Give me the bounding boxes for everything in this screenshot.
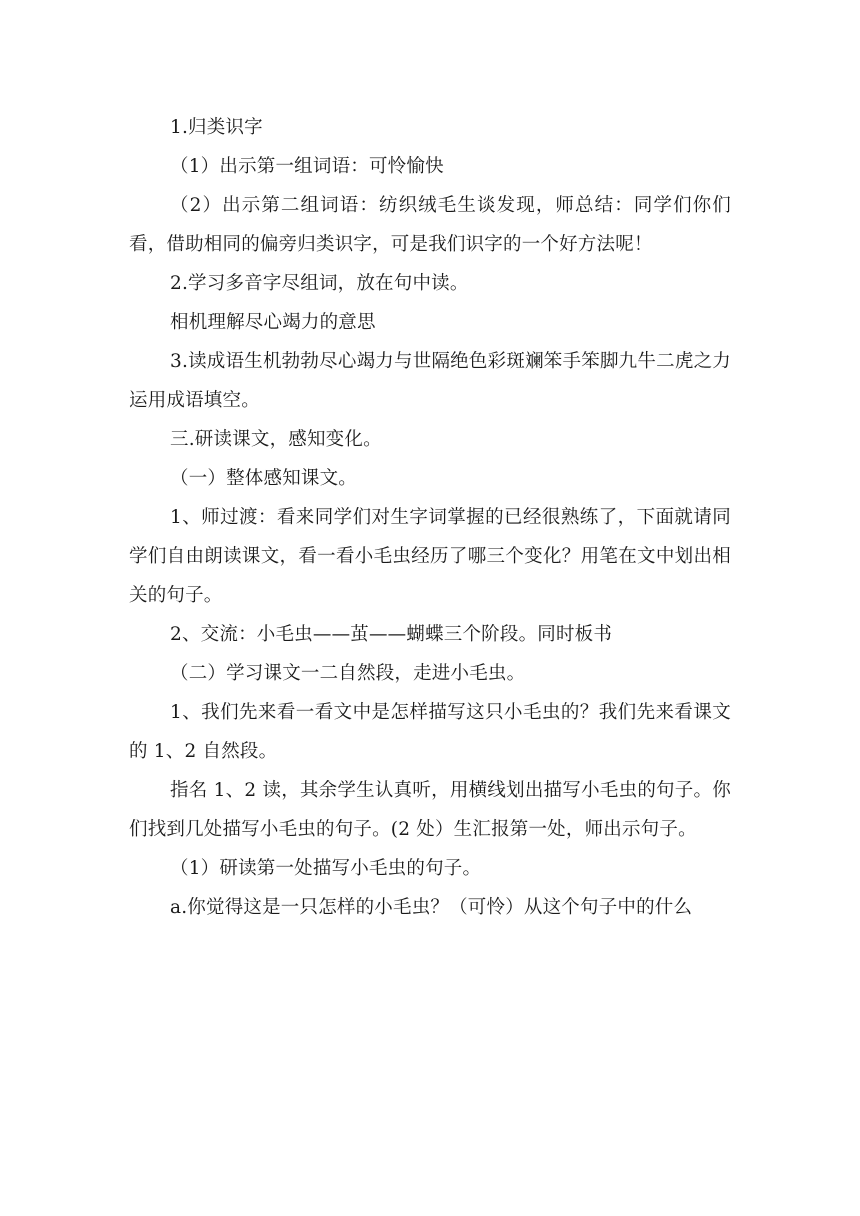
- paragraph-student-reading: 指名 1、2 读，其余学生认真听，用横线划出描写小毛虫的句子。你们找到几处描写小毛虫的句子。(2 处）生汇报第一处，师出示句子。: [129, 780, 731, 840]
- paragraph-teacher-transition: 1、师过渡：看来同学们对生字词掌握的已经很熟练了，下面就请同学们自由朗读课文，看一看小毛虫经历了哪三个变化？用笔在文中划出相关的句子。: [129, 507, 731, 606]
- paragraph-exchange-stages: 2、交流：小毛虫——茧——蝴蝶三个阶段。同时板书: [170, 624, 613, 645]
- paragraph-question-a: a.你觉得这是一只怎样的小毛虫？（可怜）从这个句子中的什么: [170, 897, 693, 918]
- subsection-heading-overall-perception: （一）整体感知课文。: [170, 468, 358, 489]
- paragraph-classify-literacy: 1.归类识字: [170, 117, 263, 138]
- document-body: [129, 108, 731, 927]
- paragraph-first-description-study: （1）研读第一处描写小毛虫的句子。: [170, 858, 482, 879]
- subsection-heading-paragraphs-one-two: （二）学习课文一二自然段，走进小毛虫。: [170, 663, 526, 684]
- paragraph-first-word-group: （1）出示第一组词语：可怜愉快: [170, 156, 444, 177]
- paragraph-second-word-group: （2）出示第二组词语：纺织绒毛生谈发现，师总结：同学们你们看，借助相同的偏旁归类识字，可是我们识字的一个好方法呢！: [129, 195, 731, 255]
- paragraph-how-caterpillar-described: 1、我们先来看一看文中是怎样描写这只小毛虫的？我们先来看课文的 1、2 自然段。: [129, 702, 731, 762]
- section-heading-study-text: 三.研读课文，感知变化。: [170, 429, 382, 450]
- paragraph-polyphonic-characters: 2.学习多音字尽组词，放在句中读。: [170, 273, 469, 294]
- paragraph-read-idioms: 3.读成语生机勃勃尽心竭力与世隔绝色彩斑斓笨手笨脚九牛二虎之力运用成语填空。: [129, 351, 731, 411]
- paragraph-understand-idiom: 相机理解尽心竭力的意思: [170, 312, 376, 333]
